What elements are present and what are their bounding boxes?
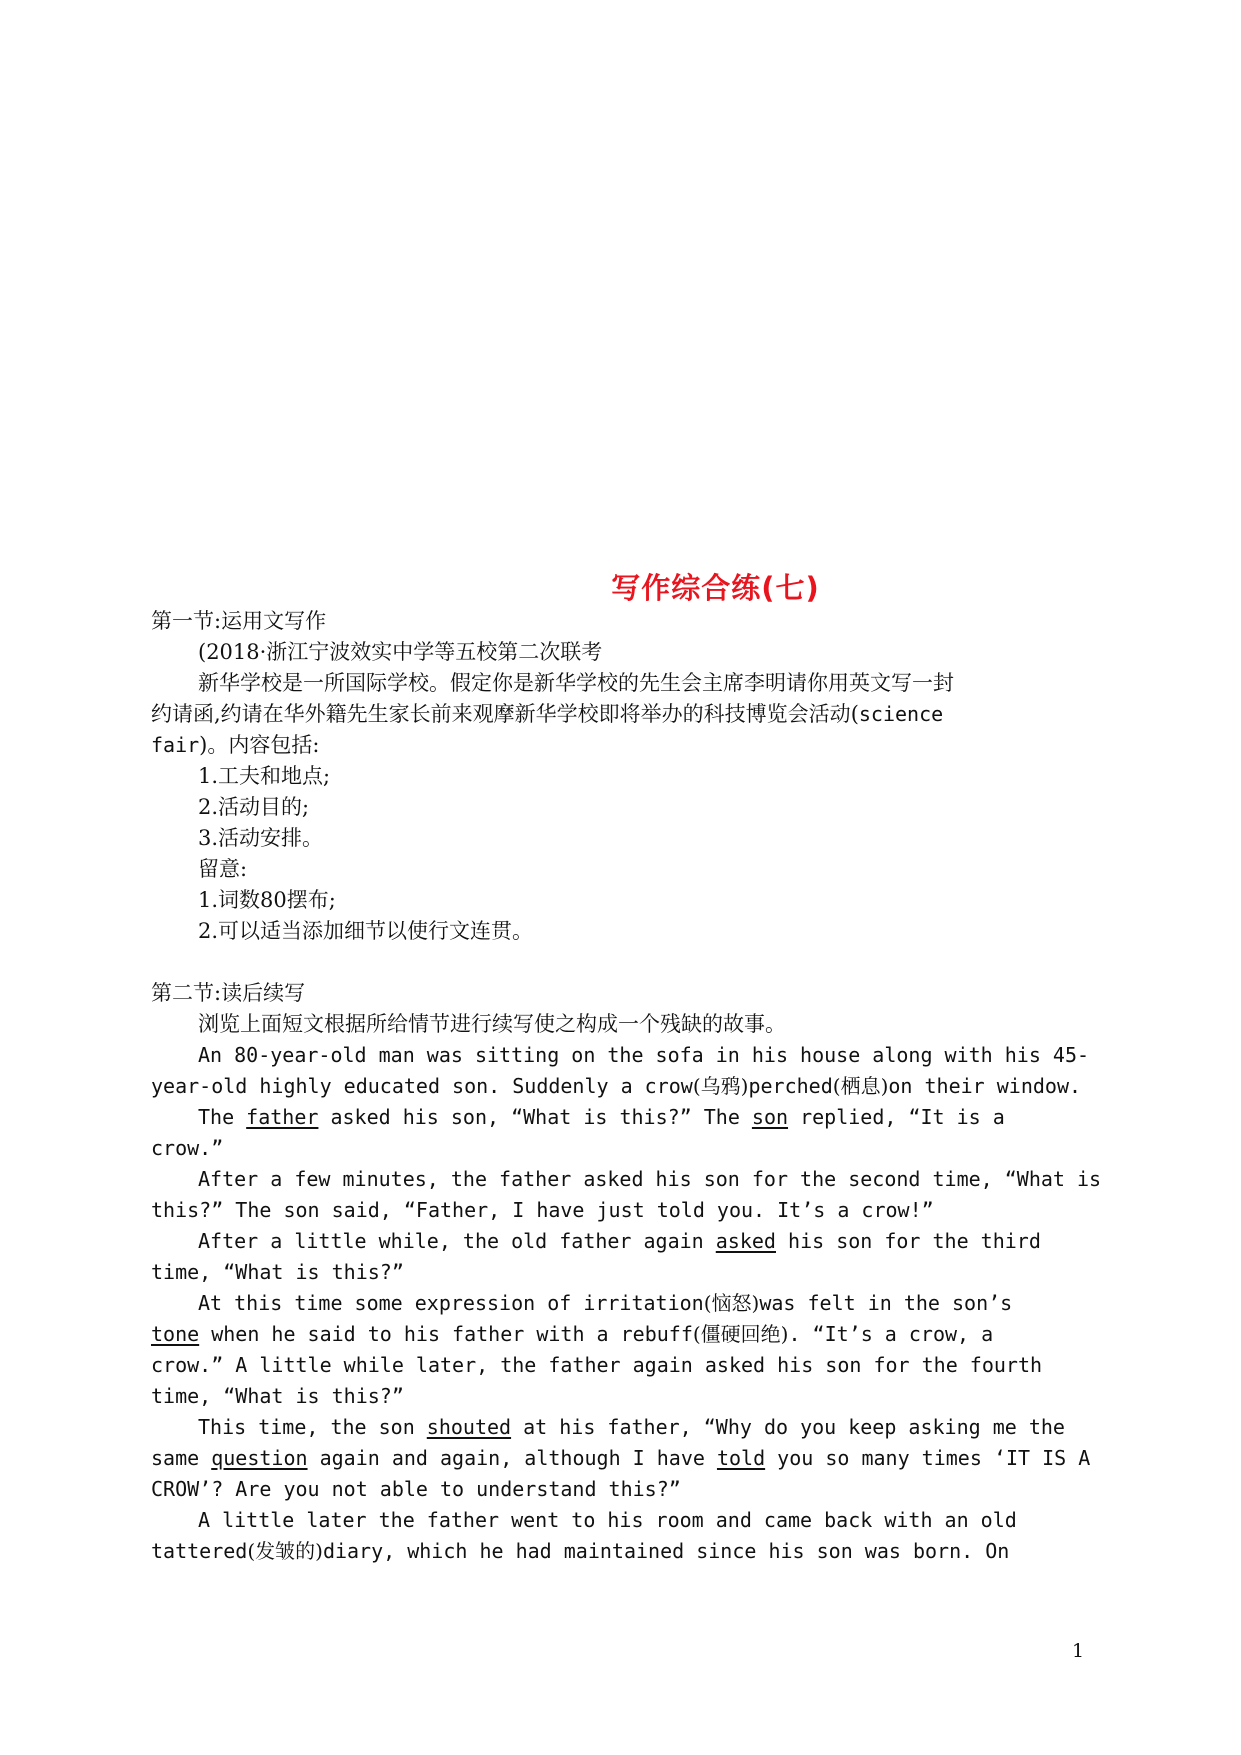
story-line [151,1288,1101,1319]
prompt-line-1: 新华学校是一所国际学校。假定你是新华学校的先生会主席李明请你用英文写一封 [198,671,954,695]
story-text: . “It’s a crow, a [788,1322,994,1346]
story-text: you so many times ‘IT IS A [765,1446,1091,1470]
prompt-line-3-text: )。内容包括: [199,733,320,757]
prompt-line-2-text: 约请函,约请在华外籍先生家长前来观摩新华学校即将举办的科技博览会活动 [151,702,851,726]
gloss: (发皱的) [247,1539,323,1563]
story-line [151,1536,1101,1567]
story-line: A little later the father went to his room and came back with an old [198,1508,1017,1532]
story-line [151,1102,1101,1133]
story-text: At this time some expression of irritation [198,1291,704,1315]
gloss: (乌鸦) [692,1074,749,1098]
underlined-word: asked [715,1229,776,1253]
content-item: 2.活动目的; [198,795,310,819]
underlined-word: father [246,1105,319,1129]
story-text: on their window. [888,1074,1082,1098]
story-text: This time, the son [198,1415,427,1439]
story-line: CROW’? Are you not able to understand this?” [151,1477,681,1501]
story-line: crow.” A little while later, the father again asked his son for the fourth [151,1353,1043,1377]
section-1-source: (2018·浙江宁波效实中学等五校第二次联考 [198,640,603,664]
section-2-heading: 第二节:读后续写 [151,981,306,1005]
story-line: After a few minutes, the father asked his son for the second time, “What is [198,1167,1102,1191]
prompt-line-2: 约请函,约请在华外籍先生家长前来观摩新华学校即将举办的科技博览会活动(science [151,702,944,726]
underlined-word: tone [151,1322,200,1346]
story-text: again and again, although I have [307,1446,717,1470]
story-text: year-old highly educated son. Suddenly a crow [151,1074,693,1098]
story-text: same [151,1446,212,1470]
story-text: asked his son, “What is this?” The [318,1105,752,1129]
underlined-word: told [716,1446,766,1470]
underlined-word: son [751,1105,789,1129]
underlined-word: shouted [426,1415,512,1439]
section-1-heading: 第一节:运用文写作 [151,609,327,633]
gloss: (恼怒) [703,1291,760,1315]
story-text: diary, which he had maintained since his son was born. On [322,1539,1010,1563]
prompt-line-3-en: fair [151,733,200,757]
prompt-line-3 [151,730,1101,761]
story-text: when he said to his father with a rebuff [199,1322,693,1346]
story-line: time, “What is this?” [151,1384,404,1408]
story-text: After a little while, the old father again [198,1229,716,1253]
story-text: The [198,1105,247,1129]
content-item: 3.活动安排。 [198,826,324,850]
story-text: replied, “It is a [788,1105,1005,1129]
page-title: 写作综合练(七) [611,571,820,605]
story-text: was felt in the son’s [759,1291,1013,1315]
section-2-instruction: 浏览上面短文根据所给情节进行续写使之构成一个残缺的故事。 [198,1012,786,1036]
story-line [151,1443,1101,1474]
story-text: at his father, “Why do you keep asking me the [511,1415,1065,1439]
note-item: 1.词数80摆布; [198,888,336,912]
underlined-word: question [211,1446,308,1470]
gloss: (栖息) [832,1074,889,1098]
story-line [151,1412,1101,1443]
story-line [151,1071,1101,1102]
story-text: perched [748,1074,833,1098]
story-line [151,1319,1101,1350]
content-item: 1.工夫和地点; [198,764,331,788]
gloss: (僵硬回绝) [692,1322,789,1346]
story-line: An 80-year-old man was sitting on the sofa in his house along with his 45- [198,1043,1090,1067]
story-line: crow.” [151,1136,224,1160]
story-line [151,1226,1101,1257]
note-label: 留意: [198,857,248,881]
document-body [151,606,1101,1567]
story-line: this?” The son said, “Father, I have just told you. It’s a crow!” [151,1198,934,1222]
story-line: time, “What is this?” [151,1260,404,1284]
page-number: 1 [1072,1640,1085,1662]
story-text: tattered [151,1539,248,1563]
spacer [151,947,1101,978]
prompt-line-2-en: science [858,702,944,726]
note-item: 2.可以适当添加细节以使行文连贯。 [198,919,534,943]
story-text: his son for the third [775,1229,1041,1253]
